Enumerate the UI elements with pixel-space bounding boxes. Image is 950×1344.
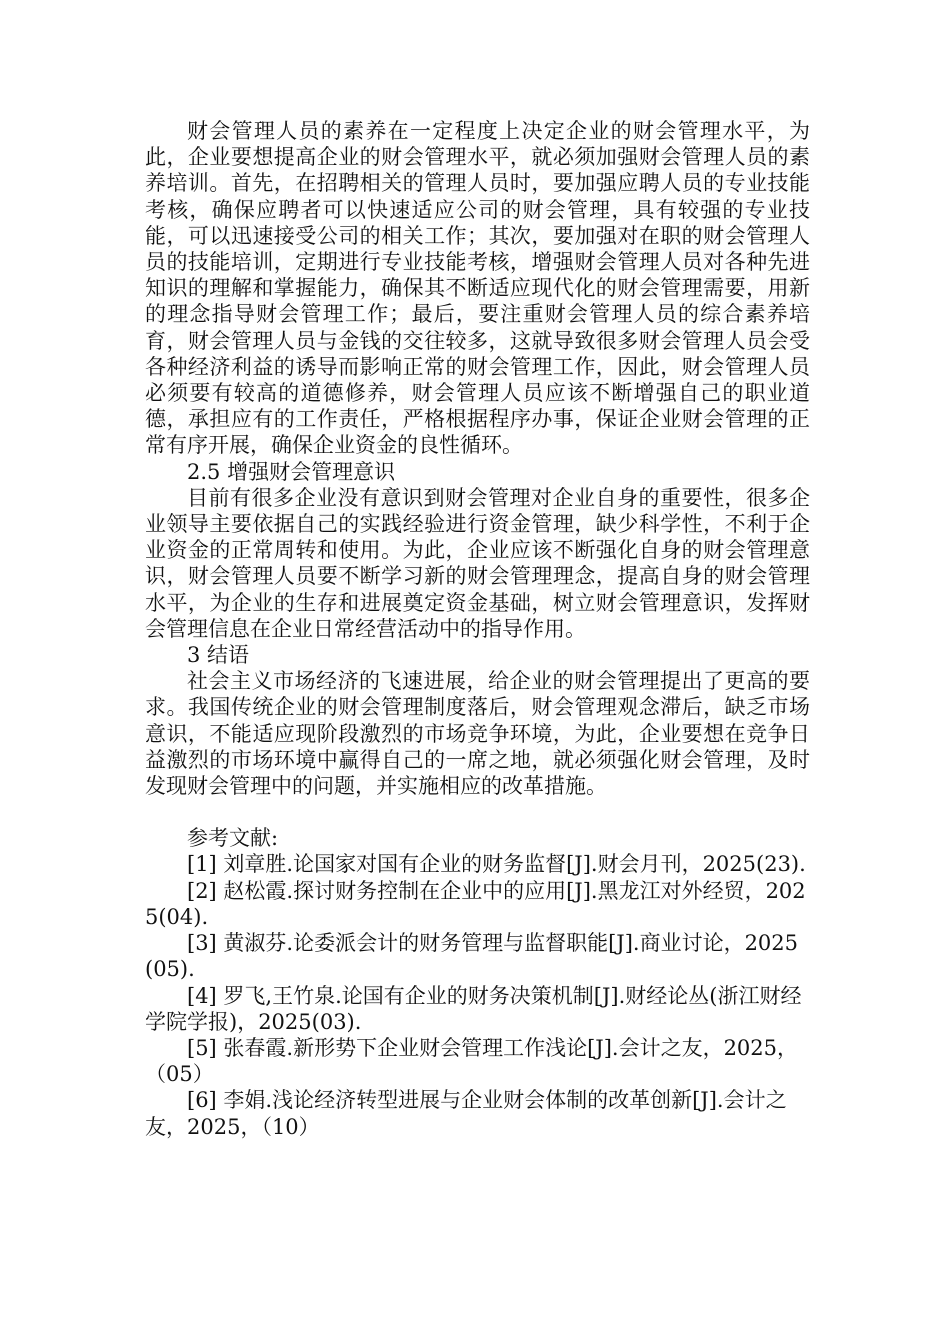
reference-item: [2] 赵松霞.探讨财务控制在企业中的应用[J].黑龙江对外经贸，2025(04). [145, 878, 806, 929]
reference-item: [4] 罗飞,王竹泉.论国有企业的财务决策机制[J].财经论丛(浙江财经学院学报)，2025(03). [145, 983, 802, 1034]
spacer [145, 799, 810, 825]
paragraph-conclusion: 社会主义市场经济的飞速进展，给企业的财会管理提出了更高的要求。我国传统企业的财会管理制度落后，财会管理观念滞后，缺乏市场意识，不能适应现阶段激烈的市场竞争环境，为此，企业要想在竞争日益激烈的市场环境中赢得自己的一席之地，就必须强化财会管理，及时发现财会管理中的问题，并实施相应的改革措施。 [145, 669, 810, 799]
reference-list [145, 851, 810, 1139]
paragraph-management-awareness: 目前有很多企业没有意识到财会管理对企业自身的重要性，很多企业领导主要依据自己的实践经验进行资金管理，缺少科学性，不利于企业资金的正常周转和使用。为此，企业应该不断强化自身的财会管理意识，财会管理人员要不断学习新的财会管理理念，提高自身的财会管理水平，为企业的生存和进展奠定资金基础，树立财会管理意识，发挥财会管理信息在企业日常经营活动中的指导作用。 [145, 485, 810, 641]
paragraph-staff-training: 财会管理人员的素养在一定程度上决定企业的财会管理水平，为此，企业要想提高企业的财会管理水平，就必须加强财会管理人员的素养培训。首先，在招聘相关的管理人员时，要加强应聘人员的专业技能考核，确保应聘者可以快速适应公司的财会管理，具有较强的专业技能，可以迅速接受公司的相关工作；其次，要加强对在职的财会管理人员的技能培训，定期进行专业技能考核，增强财会管理人员对各种先进知识的理解和掌握能力，确保其不断适应现代化的财会管理需要，用新的理念指导财会管理工作；最后，要注重财会管理人员的综合素养培育，财会管理人员与金钱的交往较多，这就导致很多财会管理人员会受各种经济利益的诱导而影响正常的财会管理工作，因此，财会管理人员必须要有较高的道德修养，财会管理人员应该不断增强自己的职业道德，承担应有的工作责任，严格根据程序办事，保证企业财会管理的正常有序开展，确保企业资金的良性循环。 [145, 119, 810, 458]
reference-item: [5] 张春霞.新形势下企业财会管理工作浅论[J].会计之友，2025，（05） [145, 1035, 799, 1087]
reference-item: [3] 黄淑芬.论委派会计的财务管理与监督职能[J].商业讨论，2025(05). [145, 931, 799, 982]
section-heading-2-5: 2.5 增强财会管理意识 [187, 459, 396, 484]
reference-item: [6] 李娟.浅论经济转型进展与企业财会体制的改革创新[J].会计之友，2025，（10） [145, 1088, 787, 1139]
section-heading-conclusion: 3 结语 [187, 643, 250, 668]
reference-item: [1] 刘章胜.论国家对国有企业的财务监督[J].财会月刊，2025(23). [187, 852, 806, 877]
references-title: 参考文献: [187, 826, 279, 851]
document-body [145, 118, 810, 1140]
